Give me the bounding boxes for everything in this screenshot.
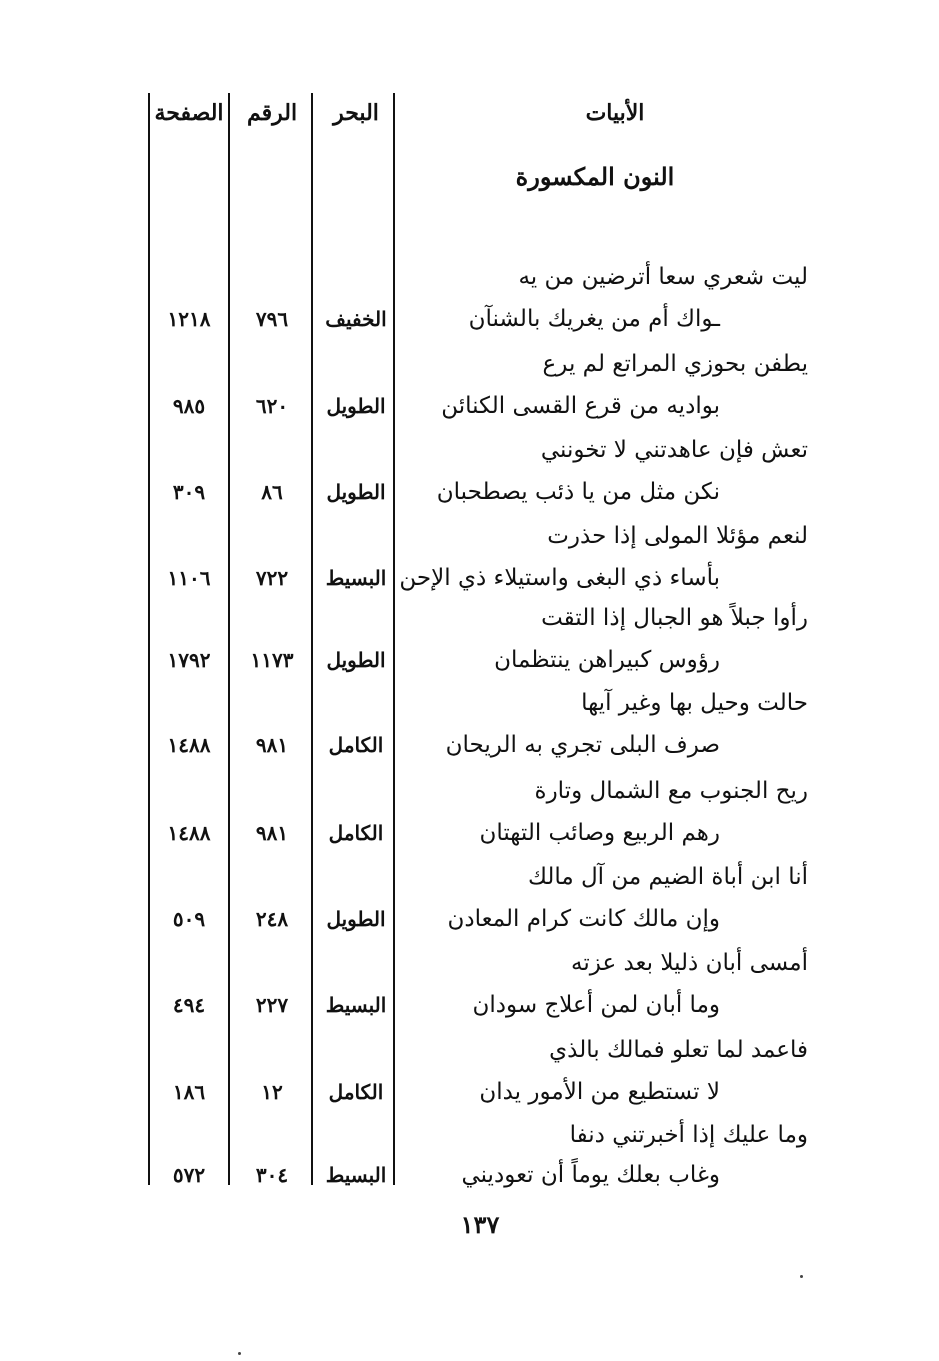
scan-speck xyxy=(800,1275,803,1278)
page-cell: ٥٧٢ xyxy=(172,1163,206,1187)
scan-speck xyxy=(238,1352,241,1355)
meter-cell: الطويل xyxy=(326,907,386,931)
page-cell: ١٢١٨ xyxy=(167,307,211,331)
meter-cell: الطويل xyxy=(326,394,386,418)
verse-second-hemistich: نكن مثل من يا ذئب يصطحبان xyxy=(436,479,720,505)
verse-first-hemistich: وما عليك إذا أخبرتني دنفا xyxy=(569,1122,808,1148)
column-divider-left xyxy=(148,93,150,1185)
meter-cell: الكامل xyxy=(328,821,384,845)
number-cell: ٧٩٦ xyxy=(255,307,289,331)
number-cell: ٦٢٠ xyxy=(255,394,289,418)
meter-cell: الطويل xyxy=(326,648,386,672)
column-divider-meter xyxy=(311,93,313,1185)
verse-first-hemistich: فاعمد لما تعلو فمالك بالذي xyxy=(549,1037,808,1063)
meter-cell: الطويل xyxy=(326,480,386,504)
section-title: النون المكسورة xyxy=(515,162,675,191)
verse-second-hemistich: رهم الربيع وصائب التهتان xyxy=(479,820,720,846)
verse-first-hemistich: يطفن بحوزي المراتع لم يرع xyxy=(542,351,808,377)
verse-second-hemistich: وإن مالك كانت كرام المعادن xyxy=(447,906,720,932)
header-meter: البحر xyxy=(333,100,379,126)
verse-second-hemistich: ـواك أم من يغريك بالشنآن xyxy=(468,306,720,332)
number-cell: ٧٢٢ xyxy=(255,566,289,590)
verse-first-hemistich: ليت شعري سعا أترضين من يه xyxy=(518,264,808,290)
page-cell: ٩٨٥ xyxy=(172,394,206,418)
meter-cell: الخفيف xyxy=(325,307,387,331)
verse-first-hemistich: لنعم مؤئلا المولى إذا حذرت xyxy=(547,523,808,549)
verse-second-hemistich: بواديه من قرع القسى الكنائن xyxy=(441,393,720,419)
meter-cell: الكامل xyxy=(328,1080,384,1104)
meter-cell: الكامل xyxy=(328,733,384,757)
page-cell: ١٨٦ xyxy=(172,1080,206,1104)
page-cell: ١٧٩٢ xyxy=(167,648,211,672)
header-page: الصفحة xyxy=(154,100,224,126)
number-cell: ٢٢٧ xyxy=(255,993,289,1017)
meter-cell: البسيط xyxy=(325,1163,387,1187)
number-cell: ٩٨١ xyxy=(255,821,289,845)
verse-second-hemistich: صرف البلى تجري به الريحان xyxy=(445,732,720,758)
verse-second-hemistich: رؤوس كبيراهن ينتظمان xyxy=(494,647,720,673)
page-cell: ١١٠٦ xyxy=(167,566,211,590)
page-cell: ١٤٨٨ xyxy=(167,821,211,845)
number-cell: ٣٠٤ xyxy=(255,1163,289,1187)
meter-cell: البسيط xyxy=(325,993,387,1017)
verse-first-hemistich: أمسى أبان ذليلا بعد عزته xyxy=(571,950,808,976)
column-divider-number xyxy=(228,93,230,1185)
header-number: الرقم xyxy=(246,100,298,126)
number-cell: ١١٧٣ xyxy=(250,648,294,672)
number-cell: ١٢ xyxy=(261,1080,283,1104)
verse-first-hemistich: تعش فإن عاهدتني لا تخونني xyxy=(540,437,808,463)
meter-cell: البسيط xyxy=(325,566,387,590)
verse-first-hemistich: أنا ابن أباة الضيم من آل مالك xyxy=(527,864,808,890)
header-verses: الأبيات xyxy=(585,100,645,126)
verse-second-hemistich: لا تستطيع من الأمور يدان xyxy=(479,1079,720,1105)
verse-first-hemistich: رأوا جبلاً هو الجبال إذا التقت xyxy=(541,605,808,631)
page-cell: ٥٠٩ xyxy=(172,907,206,931)
verse-second-hemistich: وغاب بعلك يوماً أن تعوديني xyxy=(461,1162,720,1188)
page-number: ١٣٧ xyxy=(460,1210,500,1239)
number-cell: ٩٨١ xyxy=(255,733,289,757)
verse-first-hemistich: ريح الجنوب مع الشمال وتارة xyxy=(534,778,808,804)
number-cell: ٨٦ xyxy=(261,480,283,504)
page-cell: ٣٠٩ xyxy=(172,480,206,504)
page-cell: ٤٩٤ xyxy=(172,993,206,1017)
verse-second-hemistich: بأساء ذي البغى واستيلاء ذي الإحن xyxy=(399,565,720,591)
page-cell: ١٤٨٨ xyxy=(167,733,211,757)
verse-first-hemistich: حالت وحيل بها وغير آيها xyxy=(581,690,808,716)
number-cell: ٢٤٨ xyxy=(255,907,289,931)
verse-second-hemistich: وما أبان لمن أعلاج سودان xyxy=(472,992,720,1018)
column-divider-right xyxy=(393,93,395,1185)
